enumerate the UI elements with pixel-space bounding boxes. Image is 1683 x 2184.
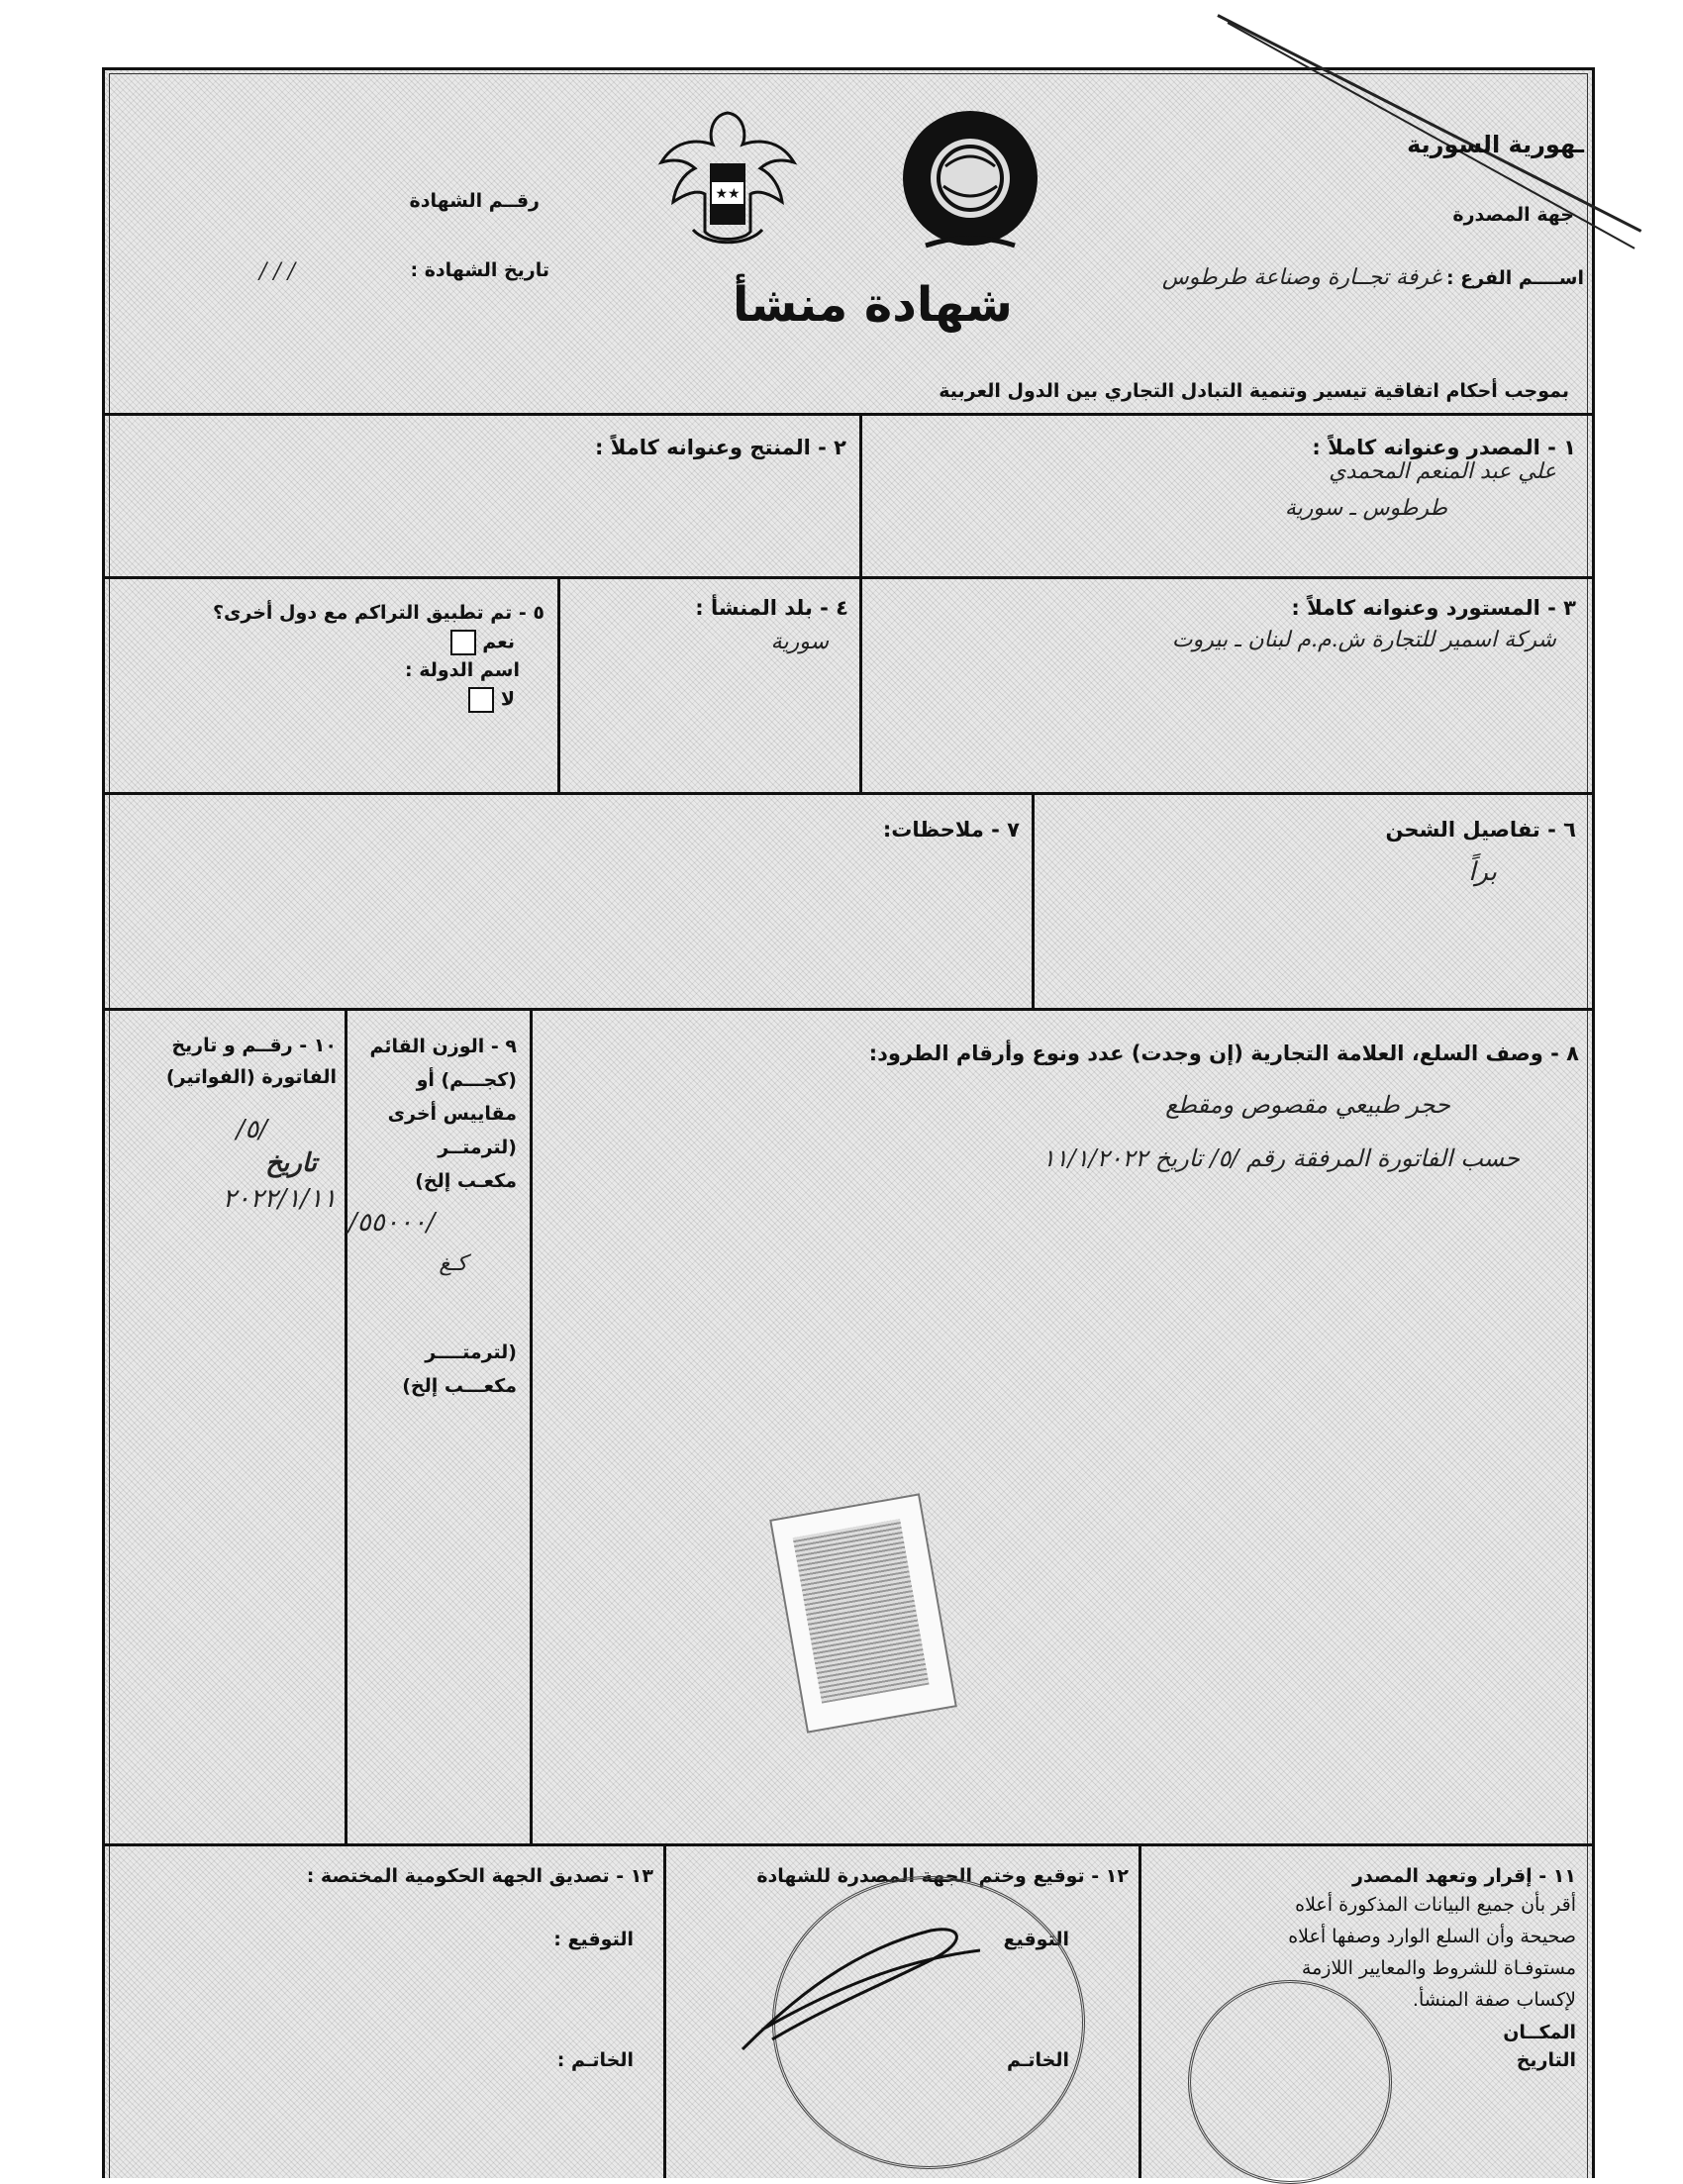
importer-box	[871, 596, 1576, 652]
svg-text:★★: ★★	[715, 186, 741, 202]
origin-value: سورية	[770, 630, 829, 654]
declaration-text: أقر بأن جميع البيانات المذكورة أعلاه صحيحة وأن السلع الوارد وصفها أعلاه مستوفـاة للشروط والمعايير اللازمة لإكساب صفة المنشأ.	[1288, 1894, 1576, 2011]
cumulation-yes-checkbox[interactable]	[450, 630, 476, 655]
cumulation-no-label: لا	[500, 688, 515, 711]
cert-date-value: / / /	[259, 259, 296, 284]
gov-sign-label: التوقيع :	[553, 1929, 634, 1950]
declaration-place-label: المكــان	[1503, 2022, 1576, 2043]
shipping-value: براً	[1468, 857, 1497, 887]
weight-value: /٥٥٠٠٠/	[348, 1208, 436, 1238]
exporter-box	[871, 436, 1576, 521]
branch-label: اســــم الفرع :	[1445, 267, 1584, 289]
goods-label: ٨ - وصف السلع، العلامة التجارية (إن وجدت) عدد ونوع وأرقام الطرود:	[868, 1042, 1579, 1065]
cumulation-yes-label: نعم	[482, 631, 515, 653]
gov-seal-label: الخاتـم :	[556, 2049, 634, 2071]
weight-box	[348, 1030, 517, 1403]
cumulation-no-checkbox[interactable]	[468, 687, 494, 713]
syrian-eagle-emblem	[653, 103, 802, 251]
invoice-number: /٥/	[236, 1115, 267, 1144]
gov-cert-box	[119, 1865, 653, 2071]
remarks-label: ٧ - ملاحظات:	[882, 818, 1020, 842]
shipping-box	[1044, 818, 1576, 887]
arab-league-seal	[886, 107, 1054, 265]
origin-label: ٤ - بلد المنشأ :	[695, 596, 848, 620]
branch-row	[1162, 265, 1584, 290]
invoice-date-label: تاريخ	[265, 1148, 317, 1178]
declaration-date-label: التاريخ	[1516, 2049, 1576, 2071]
invoice-label: ١٠ - رقــم و تاريخ الفاتورة (الفواتير)	[165, 1035, 337, 1088]
exporter-name: علي عبد المنعم المحمدي	[1329, 459, 1556, 484]
cumulation-box	[119, 602, 544, 713]
signature-scribble	[733, 1911, 990, 2069]
cert-number-label: رقــم الشهادة	[409, 190, 540, 212]
issuer-label: جهة المصدرة	[1452, 204, 1574, 226]
page-title: شهادة منشأ	[733, 277, 1013, 333]
producer-box	[119, 436, 846, 459]
goods-line2: حسب الفاتورة المرفقة رقم /٥/ تاريخ ١١/١/٢٠٢٢	[1041, 1144, 1520, 1172]
origin-box	[569, 596, 848, 654]
exporter-label: ١ - المصدر وعنوانه كاملاً :	[1312, 436, 1576, 459]
exporter-address: طرطوس ـ سورية	[1284, 496, 1447, 521]
weight-unit: كـغ	[439, 1251, 467, 1276]
issuer-sign-label: ١٢ - توقيع وختم الجهة المصدرة للشهادة	[756, 1865, 1129, 1887]
producer-label: ٢ - المنتج وعنوانه كاملاً :	[595, 436, 846, 459]
gov-cert-label: ١٣ - تصديق الجهة الحكومية المختصة :	[306, 1865, 653, 1887]
issuer-seal-label: الخاتـم	[1006, 2049, 1069, 2071]
goods-line1: حجر طبيعي مقصوص ومقطع	[1165, 1091, 1450, 1119]
agreement-text: بموجب أحكام اتفاقية تيسير وتنمية التبادل التجاري بين الدول العربية	[939, 380, 1569, 402]
importer-label: ٣ - المستورد وعنوانه كاملاً :	[1291, 596, 1576, 620]
goods-box	[544, 1042, 1579, 1172]
weight-label: ٩ - الوزن القائم (كجـــم) أو مقاييس أخرى (لترمتــر مكعـب إلخ)	[369, 1036, 517, 1192]
cert-date-label: تاريخ الشهادة :	[410, 259, 549, 281]
importer-value: شركة اسمير للتجارة ش.م.م لبنان ـ بيروت	[1171, 628, 1556, 652]
shipping-label: ٦ - تفاصيل الشحن	[1385, 818, 1576, 842]
branch-value: غرفة تجــارة وصناعة طرطوس	[1161, 265, 1441, 290]
cumulation-country-label: اسم الدولة :	[404, 659, 520, 681]
republic-name: ـهورية السورية	[1407, 131, 1584, 158]
cumulation-label: ٥ - تم تطبيق التراكم مع دول أخرى؟	[212, 602, 544, 624]
exporter-seal	[1188, 1980, 1392, 2184]
remarks-box	[119, 818, 1020, 842]
invoice-box	[117, 1030, 337, 1214]
weight-label-2: (لترمتــــر مكعـــب إلخ)	[402, 1341, 517, 1397]
invoice-date: ٢٠٢٢/١/١١	[222, 1184, 337, 1214]
issuer-signature-label: التوقيع	[1003, 1929, 1069, 1950]
declaration-label: ١١ - إقرار وتعهد المصدر	[1352, 1865, 1576, 1887]
